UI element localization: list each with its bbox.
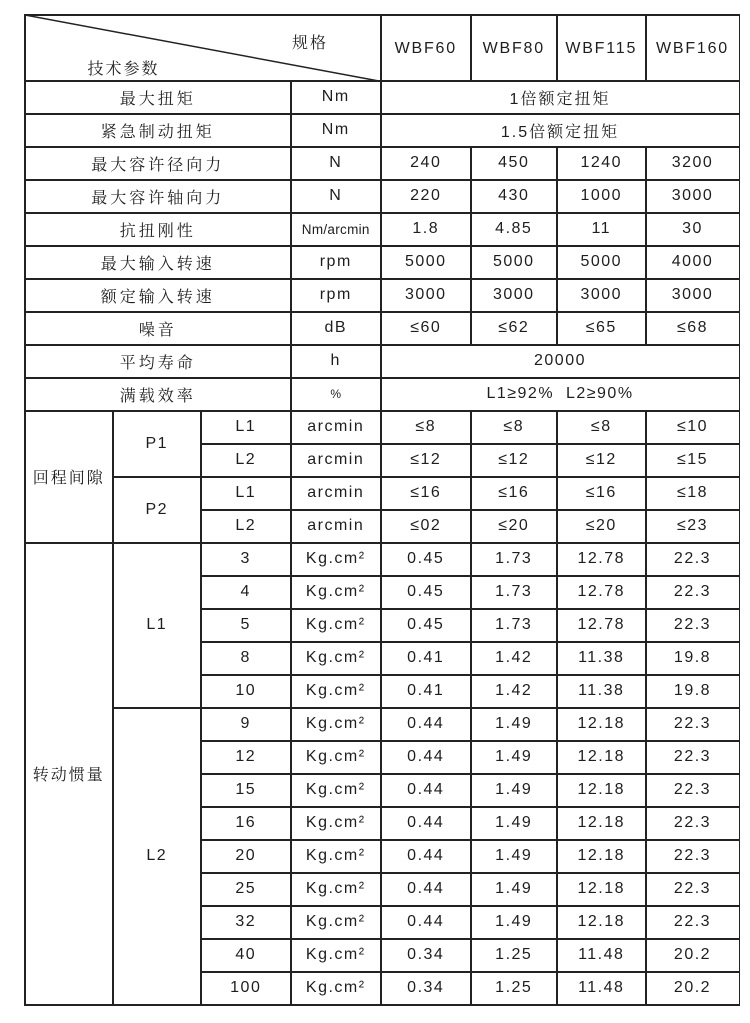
value-cell: ≤8 bbox=[472, 412, 557, 444]
value-cell: 0.44 bbox=[382, 841, 471, 873]
value-cell: 22.3 bbox=[647, 907, 739, 939]
value-cell: 1.25 bbox=[472, 940, 557, 972]
value-cell: ≤16 bbox=[558, 478, 646, 510]
value-cell: 1.73 bbox=[472, 610, 557, 642]
param-name: 最大容许轴向力 bbox=[26, 181, 291, 213]
value-cell: 1.42 bbox=[472, 676, 557, 708]
value-cell: ≤16 bbox=[472, 478, 557, 510]
value-cell: 12.18 bbox=[558, 775, 646, 807]
unit-cell: arcmin bbox=[292, 445, 381, 477]
value-cell: ≤65 bbox=[558, 313, 646, 345]
value-cell: ≤02 bbox=[382, 511, 471, 543]
value-cell: 22.3 bbox=[647, 709, 739, 741]
model-header-wbf115: WBF115 bbox=[558, 16, 646, 81]
value-cell: ≤16 bbox=[382, 478, 471, 510]
value-cell: ≤60 bbox=[382, 313, 471, 345]
value-cell: 0.41 bbox=[382, 676, 471, 708]
subgroup-label: P1 bbox=[114, 412, 201, 477]
value-cell: 0.45 bbox=[382, 610, 471, 642]
ratio-label: 4 bbox=[202, 577, 291, 609]
ratio-label: 3 bbox=[202, 544, 291, 576]
group-label-inertia: 转动惯量 bbox=[26, 544, 113, 1005]
subgroup-label: L2 bbox=[114, 709, 201, 1005]
unit-cell: rpm bbox=[292, 247, 381, 279]
value-cell: ≤18 bbox=[647, 478, 739, 510]
param-name: 平均寿命 bbox=[26, 346, 291, 378]
unit-cell: Kg.cm² bbox=[292, 973, 381, 1005]
value-cell: 11.48 bbox=[558, 973, 646, 1005]
subgroup-label: L1 bbox=[114, 544, 201, 708]
value-cell: 12.18 bbox=[558, 841, 646, 873]
value-cell: 11 bbox=[558, 214, 646, 246]
value-cell: 0.34 bbox=[382, 973, 471, 1005]
unit-cell: N bbox=[292, 181, 381, 213]
param-name: 抗扭刚性 bbox=[26, 214, 291, 246]
ratio-label: 16 bbox=[202, 808, 291, 840]
value-cell: 1.49 bbox=[472, 709, 557, 741]
unit-cell: arcmin bbox=[292, 478, 381, 510]
value-cell: 12.78 bbox=[558, 577, 646, 609]
value-cell: 12.78 bbox=[558, 544, 646, 576]
unit-cell: % bbox=[292, 379, 381, 411]
value-cell: ≤8 bbox=[382, 412, 471, 444]
param-name: 满载效率 bbox=[26, 379, 291, 411]
value-cell: ≤12 bbox=[558, 445, 646, 477]
value-cell: 1.49 bbox=[472, 907, 557, 939]
value-cell: ≤12 bbox=[382, 445, 471, 477]
value-cell: 450 bbox=[472, 148, 557, 180]
unit-cell: Kg.cm² bbox=[292, 643, 381, 675]
group-label-backlash: 回程间隙 bbox=[26, 412, 113, 543]
value-cell: 12.18 bbox=[558, 808, 646, 840]
unit-cell: Kg.cm² bbox=[292, 808, 381, 840]
value-cell: 22.3 bbox=[647, 808, 739, 840]
param-name: 紧急制动扭矩 bbox=[26, 115, 291, 147]
value-cell: 12.18 bbox=[558, 709, 646, 741]
stage-label: L2 bbox=[202, 511, 291, 543]
value-cell: 19.8 bbox=[647, 643, 739, 675]
value-cell: 0.44 bbox=[382, 775, 471, 807]
unit-cell: Kg.cm² bbox=[292, 709, 381, 741]
value-cell: 430 bbox=[472, 181, 557, 213]
subgroup-label: P2 bbox=[114, 478, 201, 543]
value-cell: 1.25 bbox=[472, 973, 557, 1005]
merged-value-cell: 1.5倍额定扭矩 bbox=[382, 115, 739, 147]
param-name: 额定输入转速 bbox=[26, 280, 291, 312]
unit-cell: Kg.cm² bbox=[292, 676, 381, 708]
value-cell: 22.3 bbox=[647, 841, 739, 873]
unit-cell: dB bbox=[292, 313, 381, 345]
ratio-label: 8 bbox=[202, 643, 291, 675]
unit-cell: Nm bbox=[292, 115, 381, 147]
param-label: 技术参数 bbox=[87, 60, 160, 78]
value-cell: 0.45 bbox=[382, 544, 471, 576]
value-cell: 5000 bbox=[382, 247, 471, 279]
unit-cell: N bbox=[292, 148, 381, 180]
value-cell: 22.3 bbox=[647, 742, 739, 774]
value-cell: ≤15 bbox=[647, 445, 739, 477]
value-cell: 0.41 bbox=[382, 643, 471, 675]
ratio-label: 25 bbox=[202, 874, 291, 906]
value-cell: 0.34 bbox=[382, 940, 471, 972]
value-cell: 19.8 bbox=[647, 676, 739, 708]
value-cell: 5000 bbox=[472, 247, 557, 279]
param-name: 噪音 bbox=[26, 313, 291, 345]
value-cell: 3000 bbox=[558, 280, 646, 312]
value-cell: 12.78 bbox=[558, 610, 646, 642]
value-cell: 1.8 bbox=[382, 214, 471, 246]
value-cell: 22.3 bbox=[647, 610, 739, 642]
value-cell: 3000 bbox=[382, 280, 471, 312]
unit-cell: Kg.cm² bbox=[292, 775, 381, 807]
value-cell: ≤20 bbox=[472, 511, 557, 543]
value-cell: 240 bbox=[382, 148, 471, 180]
param-name: 最大容许径向力 bbox=[26, 148, 291, 180]
value-cell: 3000 bbox=[647, 280, 739, 312]
unit-cell: Nm/arcmin bbox=[292, 214, 381, 246]
ratio-label: 15 bbox=[202, 775, 291, 807]
unit-cell: Kg.cm² bbox=[292, 610, 381, 642]
value-cell: 1.49 bbox=[472, 775, 557, 807]
value-cell: 0.44 bbox=[382, 742, 471, 774]
value-cell: 12.18 bbox=[558, 742, 646, 774]
value-cell: 20.2 bbox=[647, 973, 739, 1005]
unit-cell: Kg.cm² bbox=[292, 742, 381, 774]
ratio-label: 32 bbox=[202, 907, 291, 939]
value-cell: 20.2 bbox=[647, 940, 739, 972]
merged-value-cell: L1≥92% L2≥90% bbox=[382, 379, 739, 411]
value-cell: 0.44 bbox=[382, 709, 471, 741]
value-cell: 0.44 bbox=[382, 874, 471, 906]
model-header-wbf160: WBF160 bbox=[647, 16, 739, 81]
value-cell: ≤68 bbox=[647, 313, 739, 345]
unit-cell: Kg.cm² bbox=[292, 874, 381, 906]
value-cell: 22.3 bbox=[647, 577, 739, 609]
ratio-label: 10 bbox=[202, 676, 291, 708]
value-cell: 1.49 bbox=[472, 841, 557, 873]
header-corner-cell bbox=[26, 16, 381, 81]
param-name: 最大扭矩 bbox=[26, 82, 291, 114]
unit-cell: arcmin bbox=[292, 412, 381, 444]
value-cell: 0.44 bbox=[382, 907, 471, 939]
unit-cell: Kg.cm² bbox=[292, 940, 381, 972]
value-cell: 1.42 bbox=[472, 643, 557, 675]
value-cell: 11.38 bbox=[558, 643, 646, 675]
unit-cell: rpm bbox=[292, 280, 381, 312]
stage-label: L1 bbox=[202, 478, 291, 510]
ratio-label: 12 bbox=[202, 742, 291, 774]
unit-cell: Kg.cm² bbox=[292, 907, 381, 939]
model-header-wbf80: WBF80 bbox=[472, 16, 557, 81]
value-cell: 0.45 bbox=[382, 577, 471, 609]
value-cell: 4.85 bbox=[472, 214, 557, 246]
value-cell: ≤12 bbox=[472, 445, 557, 477]
value-cell: 11.48 bbox=[558, 940, 646, 972]
value-cell: 22.3 bbox=[647, 874, 739, 906]
unit-cell: arcmin bbox=[292, 511, 381, 543]
value-cell: 1000 bbox=[558, 181, 646, 213]
value-cell: ≤8 bbox=[558, 412, 646, 444]
stage-label: L1 bbox=[202, 412, 291, 444]
value-cell: ≤10 bbox=[647, 412, 739, 444]
value-cell: 1.49 bbox=[472, 808, 557, 840]
value-cell: 3200 bbox=[647, 148, 739, 180]
value-cell: 0.44 bbox=[382, 808, 471, 840]
value-cell: 12.18 bbox=[558, 907, 646, 939]
value-cell: 1.49 bbox=[472, 742, 557, 774]
value-cell: 1.73 bbox=[472, 544, 557, 576]
ratio-label: 5 bbox=[202, 610, 291, 642]
ratio-label: 9 bbox=[202, 709, 291, 741]
value-cell: 11.38 bbox=[558, 676, 646, 708]
spec-table bbox=[24, 14, 740, 1006]
merged-value-cell: 20000 bbox=[382, 346, 739, 378]
value-cell: 4000 bbox=[647, 247, 739, 279]
unit-cell: Kg.cm² bbox=[292, 577, 381, 609]
value-cell: ≤62 bbox=[472, 313, 557, 345]
value-cell: 1.49 bbox=[472, 874, 557, 906]
value-cell: 3000 bbox=[647, 181, 739, 213]
merged-value-cell: 1倍额定扭矩 bbox=[382, 82, 739, 114]
value-cell: 1.73 bbox=[472, 577, 557, 609]
value-cell: 30 bbox=[647, 214, 739, 246]
ratio-label: 20 bbox=[202, 841, 291, 873]
ratio-label: 100 bbox=[202, 973, 291, 1005]
model-header-wbf60: WBF60 bbox=[382, 16, 471, 81]
stage-label: L2 bbox=[202, 445, 291, 477]
value-cell: 22.3 bbox=[647, 544, 739, 576]
unit-cell: Kg.cm² bbox=[292, 544, 381, 576]
value-cell: 12.18 bbox=[558, 874, 646, 906]
ratio-label: 40 bbox=[202, 940, 291, 972]
unit-cell: h bbox=[292, 346, 381, 378]
unit-cell: Nm bbox=[292, 82, 381, 114]
value-cell: ≤20 bbox=[558, 511, 646, 543]
value-cell: ≤23 bbox=[647, 511, 739, 543]
value-cell: 3000 bbox=[472, 280, 557, 312]
value-cell: 1240 bbox=[558, 148, 646, 180]
value-cell: 5000 bbox=[558, 247, 646, 279]
unit-cell: Kg.cm² bbox=[292, 841, 381, 873]
value-cell: 220 bbox=[382, 181, 471, 213]
value-cell: 22.3 bbox=[647, 775, 739, 807]
param-name: 最大输入转速 bbox=[26, 247, 291, 279]
spec-label: 规格 bbox=[291, 34, 328, 52]
